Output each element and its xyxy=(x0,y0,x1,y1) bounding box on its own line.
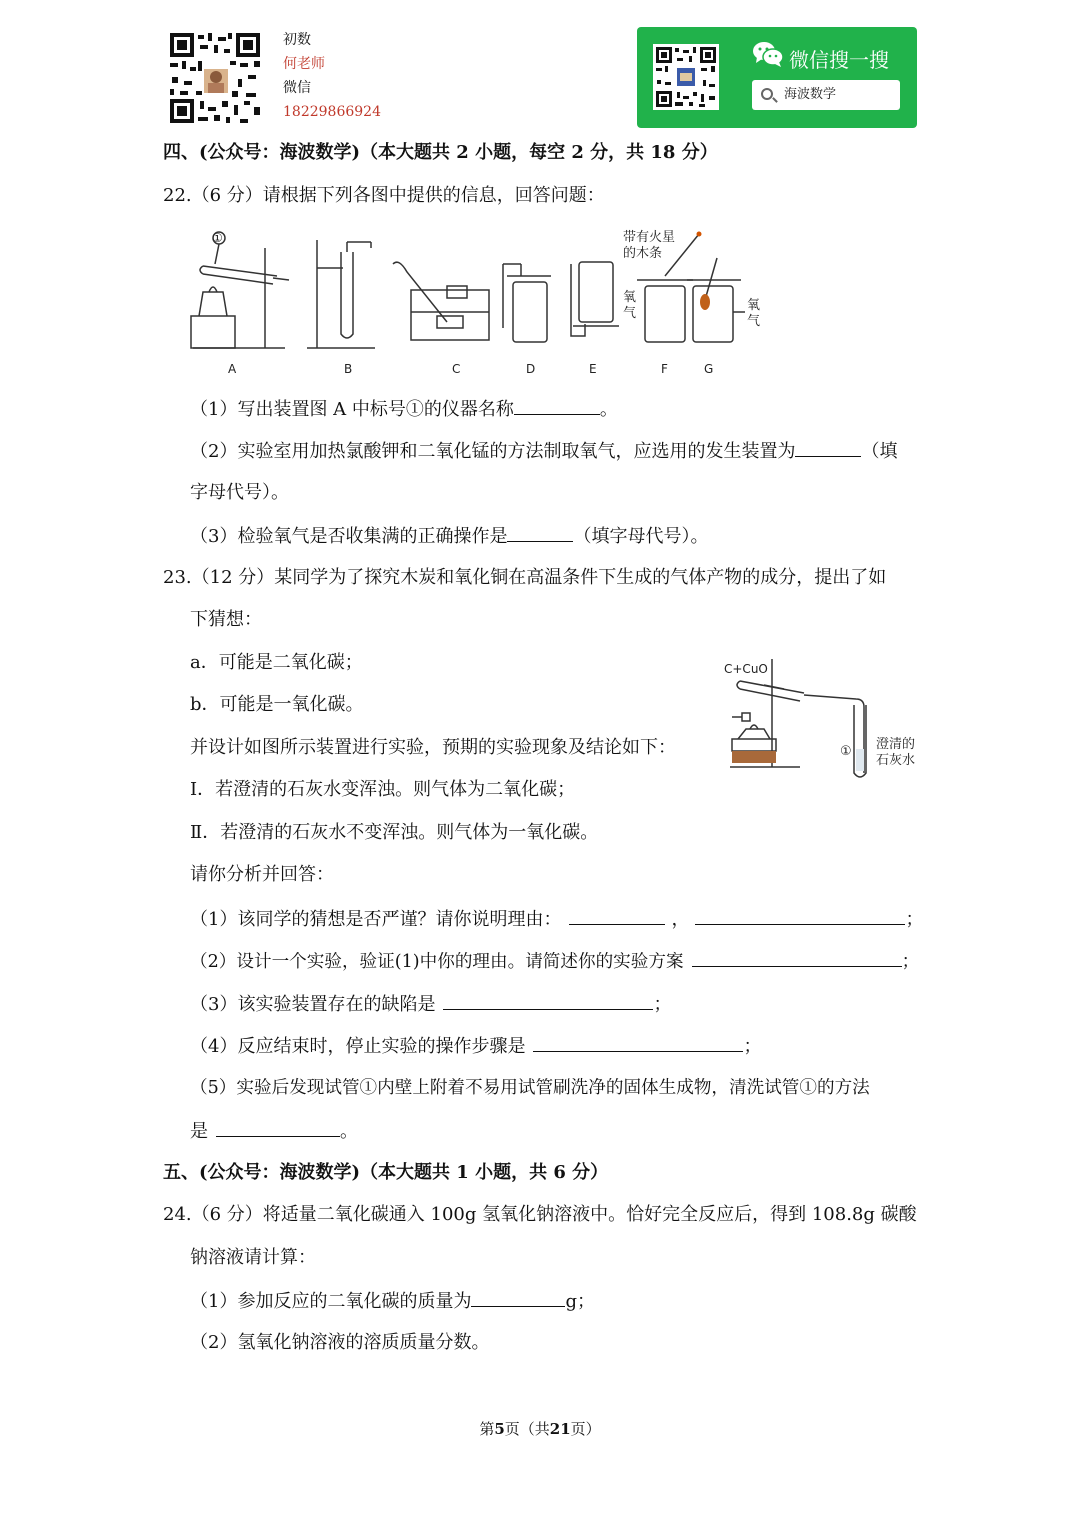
fig-label-a: A xyxy=(228,362,237,376)
q23-fig-circle-one: ① xyxy=(840,744,852,759)
q23-sub3 xyxy=(190,990,671,1018)
q23-sub2-end: ； xyxy=(901,952,920,972)
q22-apparatus-drawing xyxy=(185,228,775,380)
footer-pre: 第 xyxy=(479,1420,495,1438)
q23-stem-2: 下猜想： xyxy=(190,609,262,630)
oxygen-right-1: 氧 xyxy=(747,298,761,313)
q23-sub5-end: 。 xyxy=(340,1121,358,1142)
q22-sub1-text: （1）写出装置图 A 中标号①的仪器名称 xyxy=(190,399,514,420)
flame-icon xyxy=(700,294,710,310)
q23-sub1 xyxy=(190,905,923,933)
teacher-phone: 18229866924 xyxy=(283,104,381,120)
q23-sub5: （5）实验后发现试管①内壁上附着不易用试管刷洗净的固体生成物，清洗试管①的方法 xyxy=(190,1078,870,1098)
q22-fig-oxygen-left xyxy=(623,290,636,322)
q23-figure xyxy=(724,655,920,780)
footer-mid: 页（共 xyxy=(504,1420,550,1438)
footer-page-number: 5 xyxy=(494,1420,505,1438)
q23-sub1-blank-2[interactable] xyxy=(695,905,905,925)
fig-label-c: C xyxy=(452,362,461,376)
fig-label-d: D xyxy=(526,362,536,376)
q23-sub2-text: （2）设计一个实验，验证(1)中你的理由。请简述你的实验方案 xyxy=(190,952,684,972)
q23-fig-limewater xyxy=(876,737,915,769)
q23-sub5-cont xyxy=(190,1117,358,1145)
wechat-search-banner[interactable] xyxy=(637,27,917,128)
q23-sub4-end: ； xyxy=(743,1036,762,1057)
footer-total-pages: 21 xyxy=(549,1420,571,1438)
q23-sub5-blank[interactable] xyxy=(216,1117,340,1137)
teacher-line-1: 初数 xyxy=(283,32,311,48)
q23-sub3-end: ； xyxy=(653,994,672,1015)
q23-result-2: Ⅱ．若澄清的石灰水不变浑浊。则气体为一氧化碳。 xyxy=(190,822,599,843)
q22-fig-oxygen-right xyxy=(747,298,760,330)
q23-sub4-text: （4）反应结束时，停止实验的操作步骤是 xyxy=(190,1036,526,1057)
q23-option-b: b．可能是一氧化碳。 xyxy=(190,694,364,715)
q22-sub2 xyxy=(190,437,897,465)
q23-sub4 xyxy=(190,1032,761,1060)
fig-label-e: E xyxy=(589,362,597,376)
q22-sub3-end: （填字母代号）。 xyxy=(573,526,709,547)
search-icon xyxy=(761,88,773,100)
section-4-heading: 四、(公众号：海波数学)（本大题共 2 小题，每空 2 分，共 18 分） xyxy=(163,142,718,163)
q24-sub2: （2）氢氧化钠溶液的溶质质量分数。 xyxy=(190,1332,490,1353)
oxygen-right-2: 气 xyxy=(747,314,761,329)
q22-sub3-blank[interactable] xyxy=(507,522,573,542)
oxygen-left-2: 气 xyxy=(623,306,637,321)
q23-option-a: a．可能是二氧化碳； xyxy=(190,652,363,673)
q24-stem-2: 钠溶液请计算： xyxy=(190,1247,316,1268)
q22-fig-circle-one: ① xyxy=(212,231,223,245)
q23-design: 并设计如图所示装置进行实验，预期的实验现象及结论如下： xyxy=(190,737,676,758)
q22-figure xyxy=(185,228,775,380)
q23-ask: 请你分析并回答： xyxy=(190,864,334,885)
q24-sub1 xyxy=(190,1287,595,1315)
q22-sub3-text: （3）检验氧气是否收集满的正确操作是 xyxy=(190,526,508,547)
qr-code-right xyxy=(653,44,719,110)
q23-sub3-blank[interactable] xyxy=(443,990,653,1010)
fig-label-b: B xyxy=(344,362,353,376)
q22-sub1-end: 。 xyxy=(599,399,618,420)
q22-sub3 xyxy=(190,522,708,550)
limewater-line-2: 石灰水 xyxy=(876,753,916,768)
teacher-contact xyxy=(283,28,381,124)
q23-result-1: Ⅰ．若澄清的石灰水变浑浊。则气体为二氧化碳； xyxy=(190,779,576,800)
qr-code-left xyxy=(168,31,262,125)
q23-sub1-blank-1[interactable] xyxy=(569,905,665,925)
q23-sub2 xyxy=(190,947,919,975)
q22-sub2-text: （2）实验室用加热氯酸钾和二氧化锰的方法制取氧气，应选用的发生装置为 xyxy=(190,441,796,462)
q22-sub1-blank[interactable] xyxy=(514,395,600,415)
limewater-level xyxy=(856,749,864,771)
footer-post: 页） xyxy=(570,1420,601,1438)
limewater-line-1: 澄清的 xyxy=(876,737,916,752)
q24-sub1-text: （1）参加反应的二氧化碳的质量为 xyxy=(190,1291,472,1312)
q23-fig-reactants: C+CuO xyxy=(724,662,768,676)
q22-sub2-fill-note: （填 xyxy=(861,441,898,462)
q22-sub2-blank[interactable] xyxy=(795,437,861,457)
q24-sub1-blank[interactable] xyxy=(471,1287,565,1307)
page-footer xyxy=(0,1418,1080,1439)
wechat-search-text: 海波数学 xyxy=(784,87,837,102)
ember-label-line-1: 带有火星 xyxy=(623,230,676,245)
q24-stem-1: 24.（6 分）将适量二氧化碳通入 100g 氢氧化钠溶液中。恰好完全反应后，得到 108.8g 碳酸 xyxy=(163,1204,917,1225)
q23-sub1-end: ； xyxy=(905,909,924,930)
heater-base xyxy=(732,751,776,763)
q23-sub3-text: （3）该实验装置存在的缺陷是 xyxy=(190,994,436,1015)
q23-sub1-text: （1）该同学的猜想是否严谨？请你说明理由： xyxy=(190,909,562,930)
wechat-logo-icon xyxy=(752,41,784,67)
q23-sub5-is: 是 xyxy=(190,1121,208,1142)
q22-stem: 22.（6 分）请根据下列各图中提供的信息，回答问题： xyxy=(163,185,605,206)
wechat-search-input[interactable] xyxy=(752,80,900,110)
q22-fig-ember-label xyxy=(623,230,675,262)
q22-sub2-cont: 字母代号）。 xyxy=(190,482,289,503)
q23-sub4-blank[interactable] xyxy=(533,1032,743,1052)
fig-label-g: G xyxy=(704,362,714,376)
ember-label-line-2: 的木条 xyxy=(623,246,663,261)
teacher-line-3: 微信 xyxy=(283,80,311,96)
q23-sub2-blank[interactable] xyxy=(692,947,902,967)
teacher-line-2: 何老师 xyxy=(283,56,325,72)
q23-stem-1: 23.（12 分）某同学为了探究木炭和氧化铜在高温条件下生成的气体产物的成分，提出了如 xyxy=(163,567,887,588)
wechat-search-title: 微信搜一搜 xyxy=(789,48,889,72)
q22-sub1 xyxy=(190,395,618,423)
q23-sub1-comma: ， xyxy=(671,909,690,930)
q24-sub1-unit: g； xyxy=(565,1291,595,1312)
section-5-heading: 五、(公众号：海波数学)（本大题共 1 小题，共 6 分） xyxy=(163,1162,609,1183)
fig-label-f: F xyxy=(661,362,668,376)
oxygen-left-1: 氧 xyxy=(623,290,637,305)
